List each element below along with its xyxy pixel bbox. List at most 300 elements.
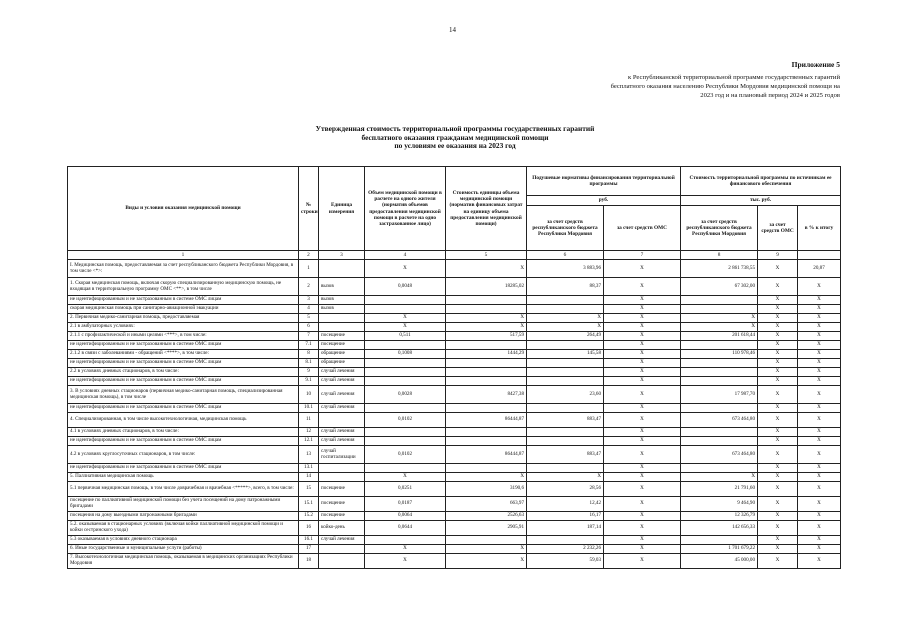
table-row (68, 473, 841, 482)
row-per-capita-budget: 88,37 (527, 278, 604, 296)
row-per-capita-budget (527, 341, 604, 350)
row-unit: случай лечения (319, 386, 365, 404)
row-number: 5 (299, 314, 319, 323)
table-row (68, 386, 841, 404)
row-per-capita-budget (527, 428, 604, 437)
row-name: 2.2 в условиях дневных стационаров, в том числе: (68, 368, 299, 377)
row-per-capita-budget: 28,56 (527, 482, 604, 497)
row-unit (319, 314, 365, 323)
row-total-budget: 1 701 679,22 (681, 545, 758, 554)
row-volume: 0,0102 (365, 413, 446, 428)
row-volume: 0,0187 (365, 497, 446, 512)
column-number: 4 (365, 251, 446, 260)
row-unit-cost: 517,59 (446, 332, 527, 341)
row-total-budget (681, 368, 758, 377)
document-title (290, 125, 620, 151)
row-unit-cost: 8427,38 (446, 386, 527, 404)
header-pc-oms: за счет средств ОМС (604, 206, 681, 251)
row-total-oms: X (758, 413, 798, 428)
row-total-budget: 673 464,80 (681, 446, 758, 464)
row-total-budget (681, 536, 758, 545)
row-total-oms: X (758, 473, 798, 482)
row-number: 15 (299, 482, 319, 497)
table-row (68, 536, 841, 545)
row-volume (365, 368, 446, 377)
row-unit: случай лечения (319, 377, 365, 386)
row-number: 15.1 (299, 497, 319, 512)
table-row (68, 554, 841, 569)
row-name: 1. Скорая медицинская помощь, включая скорую специализированную медицинскую помощь, не входящая в территориальную программу ОМС <**>, в том числе (68, 278, 299, 296)
row-percent: X (798, 554, 841, 569)
row-total-budget: 9 464,90 (681, 497, 758, 512)
row-volume (365, 305, 446, 314)
row-per-capita-budget: 12,42 (527, 497, 604, 512)
row-percent: X (798, 404, 841, 413)
table-row (68, 341, 841, 350)
row-unit-cost: X (446, 473, 527, 482)
row-percent: X (798, 437, 841, 446)
table-row (68, 305, 841, 314)
row-number: 12 (299, 428, 319, 437)
row-total-budget (681, 296, 758, 305)
row-per-capita-budget: 883,47 (527, 413, 604, 428)
table-row (68, 446, 841, 464)
row-name: 3. В условиях дневных стационаров (первичная медико-санитарная помощь, специализированная медицинская помощь), в том числе (68, 386, 299, 404)
row-volume: 0,1008 (365, 350, 446, 359)
row-per-capita-budget: X (527, 473, 604, 482)
row-percent: X (798, 296, 841, 305)
row-per-capita-budget: 883,47 (527, 446, 604, 464)
row-percent: X (798, 350, 841, 359)
row-per-capita-oms: X (604, 359, 681, 368)
row-unit: случай лечения (319, 437, 365, 446)
row-percent: X (798, 386, 841, 404)
row-percent: X (798, 428, 841, 437)
row-unit (319, 554, 365, 569)
row-per-capita-budget (527, 305, 604, 314)
row-total-budget (681, 341, 758, 350)
row-unit: вызов (319, 305, 365, 314)
row-percent: X (798, 482, 841, 497)
row-per-capita-budget (527, 437, 604, 446)
column-number: 8 (681, 251, 758, 260)
row-unit: обращение (319, 359, 365, 368)
row-unit-cost (446, 368, 527, 377)
row-name: 5.1 первичная медицинская помощь, в том числе доврачебная и врачебная <*****>, всего, в том числе: (68, 482, 299, 497)
table-body (68, 260, 841, 569)
row-total-oms: X (758, 296, 798, 305)
row-volume: X (365, 323, 446, 332)
row-total-budget: 142 656,33 (681, 521, 758, 536)
row-number: 18 (299, 554, 319, 569)
row-volume: X (365, 545, 446, 554)
row-total-oms: X (758, 404, 798, 413)
row-volume: 0,0048 (365, 278, 446, 296)
row-total-budget: X (681, 314, 758, 323)
appendix-text: к Республиканской территориальной программе государственных гарантий бесплатного оказания населению Республики Мордовия медицинской помощи на 2023 год и на плановый период 2024 и 2025 годов (610, 74, 840, 99)
row-percent: X (798, 278, 841, 296)
table-row (68, 404, 841, 413)
row-total-budget: 12 326,79 (681, 512, 758, 521)
row-name: не идентифицированным и не застрахованным в системе ОМС лицам (68, 377, 299, 386)
row-total-oms: X (758, 437, 798, 446)
header-per-capita-unit: руб. (527, 196, 681, 206)
row-unit-cost (446, 437, 527, 446)
row-name: 4. Специализированная, в том числе высокотехнологичная, медицинская помощь (68, 413, 299, 428)
row-number: 8.1 (299, 359, 319, 368)
column-number: 1 (68, 251, 299, 260)
row-number: 10.1 (299, 404, 319, 413)
row-per-capita-oms: X (604, 404, 681, 413)
row-per-capita-oms: X (604, 386, 681, 404)
row-total-oms: X (758, 386, 798, 404)
row-name: I. Медицинская помощь, предоставляемая за счет республиканского бюджета Республики Мордовия, в том числе <*>: (68, 260, 299, 278)
page-number: 14 (449, 26, 456, 34)
row-volume (365, 341, 446, 350)
row-unit: посещение (319, 332, 365, 341)
row-total-oms: X (758, 521, 798, 536)
row-per-capita-oms: X (604, 314, 681, 323)
row-total-oms: X (758, 512, 798, 521)
row-per-capita-oms: X (604, 497, 681, 512)
row-per-capita-oms: X (604, 512, 681, 521)
row-volume: 0,0644 (365, 521, 446, 536)
row-unit-cost (446, 464, 527, 473)
row-volume (365, 428, 446, 437)
table-row (68, 545, 841, 554)
row-number: 17 (299, 545, 319, 554)
table-row (68, 428, 841, 437)
row-total-oms: X (758, 359, 798, 368)
row-total-budget (681, 359, 758, 368)
row-unit (319, 473, 365, 482)
row-per-capita-oms: X (604, 296, 681, 305)
row-number: 16.1 (299, 536, 319, 545)
row-per-capita-budget: 3 883,96 (527, 260, 604, 278)
table-row (68, 359, 841, 368)
row-percent: X (798, 314, 841, 323)
document-title-line-3: по условиям ее оказания на 2023 год (394, 141, 516, 151)
row-per-capita-budget: 264,49 (527, 332, 604, 341)
row-percent: X (798, 512, 841, 521)
column-number: 5 (446, 251, 527, 260)
row-percent: X (798, 368, 841, 377)
row-name: не идентифицированным и не застрахованным в системе ОМС лицам (68, 359, 299, 368)
row-per-capita-budget: X (527, 314, 604, 323)
row-volume: 0,0028 (365, 386, 446, 404)
row-volume: 0,0251 (365, 482, 446, 497)
table-row (68, 296, 841, 305)
row-unit: посещение (319, 341, 365, 350)
row-unit-cost: X (446, 554, 527, 569)
row-unit: вызов (319, 296, 365, 305)
header-kinds: Виды и условия оказания медицинской помощи (68, 167, 299, 251)
row-percent: X (798, 497, 841, 512)
row-number: 15.2 (299, 512, 319, 521)
row-volume: 0,511 (365, 332, 446, 341)
row-per-capita-budget: 23,60 (527, 386, 604, 404)
row-per-capita-budget (527, 464, 604, 473)
row-name: не идентифицированным и не застрахованным в системе ОМС лицам (68, 437, 299, 446)
row-per-capita-oms: X (604, 428, 681, 437)
row-unit-cost: 1444,29 (446, 350, 527, 359)
row-unit: обращение (319, 350, 365, 359)
row-per-capita-oms: X (604, 305, 681, 314)
row-volume: X (365, 473, 446, 482)
header-cost-unit: тыс. руб. (681, 196, 841, 206)
column-number: 6 (527, 251, 604, 260)
header-tc-oms: за счет средств ОМС (758, 206, 798, 251)
row-name: скорая медицинская помощь при санитарно-авиационной эвакуации (68, 305, 299, 314)
row-unit-cost: 663,97 (446, 497, 527, 512)
header-volume: Объем медицинской помощи в расчете на одного жителя (норматив объемов предоставления медицинской помощи в расчете на одно застрахованное лицо) (365, 167, 446, 251)
row-total-oms: X (758, 464, 798, 473)
row-unit: случай лечения (319, 428, 365, 437)
row-total-oms: X (758, 323, 798, 332)
row-name: 2. Первичная медико-санитарная помощь, предоставляемая (68, 314, 299, 323)
row-total-oms: X (758, 341, 798, 350)
row-volume (365, 359, 446, 368)
column-number-row (68, 251, 841, 260)
row-total-oms: X (758, 545, 798, 554)
row-number: 14 (299, 473, 319, 482)
row-per-capita-oms: X (604, 545, 681, 554)
row-volume: 0,0064 (365, 512, 446, 521)
row-unit: случай госпитализации (319, 446, 365, 464)
row-per-capita-oms: X (604, 278, 681, 296)
column-number: 3 (319, 251, 365, 260)
row-per-capita-budget: 145,58 (527, 350, 604, 359)
row-total-oms: X (758, 482, 798, 497)
row-name: посещение по паллиативной медицинской помощи без учета посещений на дому патронажными бригадами (68, 497, 299, 512)
row-per-capita-oms: X (604, 350, 681, 359)
table-row (68, 323, 841, 332)
row-per-capita-oms: X (604, 554, 681, 569)
row-unit: случай лечения (319, 368, 365, 377)
row-unit-cost: 18285,02 (446, 278, 527, 296)
table-row (68, 260, 841, 278)
row-percent: X (798, 473, 841, 482)
row-volume (365, 464, 446, 473)
column-number: 7 (604, 251, 681, 260)
row-unit-cost: X (446, 545, 527, 554)
row-per-capita-oms: X (604, 536, 681, 545)
row-per-capita-oms: X (604, 323, 681, 332)
row-unit-cost (446, 296, 527, 305)
header-tc-budget: за счет средств республиканского бюджета Республики Мордовия (681, 206, 758, 251)
row-per-capita-budget: 187,14 (527, 521, 604, 536)
row-per-capita-oms: X (604, 482, 681, 497)
row-per-capita-oms: X (604, 341, 681, 350)
table-row (68, 278, 841, 296)
row-per-capita-budget: 2 232,26 (527, 545, 604, 554)
row-per-capita-oms: X (604, 473, 681, 482)
row-name: 2.1.1 с профилактической и иными целями <***>, в том числе: (68, 332, 299, 341)
row-per-capita-budget (527, 359, 604, 368)
row-number: 3 (299, 296, 319, 305)
cost-table (67, 166, 841, 569)
row-per-capita-oms: X (604, 413, 681, 428)
row-number: 10 (299, 386, 319, 404)
row-name: 6. Иные государственные и муниципальные услуги (работы) (68, 545, 299, 554)
row-total-oms: X (758, 314, 798, 323)
header-percent: в % к итогу (798, 206, 841, 251)
header-per-capita-group: Подушевые нормативы финансирования территориальной программы (527, 167, 681, 196)
row-unit: койко-день (319, 521, 365, 536)
row-unit: посещение (319, 497, 365, 512)
row-percent: X (798, 359, 841, 368)
column-number: 2 (299, 251, 319, 260)
row-per-capita-budget (527, 404, 604, 413)
row-per-capita-oms: X (604, 464, 681, 473)
row-per-capita-oms: X (604, 446, 681, 464)
row-total-budget: 45 000,00 (681, 554, 758, 569)
row-percent: X (798, 341, 841, 350)
table-row (68, 350, 841, 359)
row-total-oms: X (758, 350, 798, 359)
row-total-budget (681, 464, 758, 473)
row-volume: X (365, 314, 446, 323)
column-number-spacer (798, 251, 841, 260)
row-per-capita-budget: 16,17 (527, 512, 604, 521)
row-per-capita-oms: X (604, 260, 681, 278)
row-number: 13.1 (299, 464, 319, 473)
row-name: не идентифицированным и не застрахованным в системе ОМС лицам (68, 404, 299, 413)
header-cost-group: Стоимость территориальной программы по источникам ее финансового обеспечения (681, 167, 841, 196)
row-unit (319, 413, 365, 428)
row-per-capita-oms: X (604, 437, 681, 446)
row-unit-cost: 86444,87 (446, 413, 527, 428)
table-row (68, 521, 841, 536)
row-unit: посещение (319, 512, 365, 521)
row-total-budget: 17 987,70 (681, 386, 758, 404)
row-volume: X (365, 260, 446, 278)
row-total-oms: X (758, 332, 798, 341)
row-per-capita-budget (527, 296, 604, 305)
row-volume (365, 404, 446, 413)
row-name: 2.1.2 в связи с заболеваниями - обращений <****>, в том числе: (68, 350, 299, 359)
header-unit-cost: Стоимость единицы объема медицинской помощи (норматив финансовых затрат на единицу объема предоставления медицинской помощи) (446, 167, 527, 251)
document-title-line-1: Утвержденная стоимость территориальной программы государственных гарантий (315, 124, 595, 133)
row-unit (319, 545, 365, 554)
row-number: 7.1 (299, 341, 319, 350)
row-percent: X (798, 521, 841, 536)
row-total-oms: X (758, 428, 798, 437)
row-number: 4 (299, 305, 319, 314)
row-unit: случай лечения (319, 536, 365, 545)
row-number: 7 (299, 332, 319, 341)
row-name: 2.1 в амбулаторных условиях: (68, 323, 299, 332)
row-name: 4.2 в условиях круглосуточных стационаров, в том числе: (68, 446, 299, 464)
row-total-budget (681, 404, 758, 413)
table-row (68, 512, 841, 521)
row-unit (319, 260, 365, 278)
row-name: не идентифицированным и не застрахованным в системе ОМС лицам (68, 464, 299, 473)
row-percent: X (798, 446, 841, 464)
row-unit (319, 323, 365, 332)
row-total-budget: X (681, 473, 758, 482)
row-unit-cost: 2905,91 (446, 521, 527, 536)
row-unit: вызов (319, 278, 365, 296)
document-title-line-2: бесплатного оказания гражданам медицинской помощи (361, 132, 549, 142)
row-unit-cost (446, 377, 527, 386)
row-volume: 0,0102 (365, 446, 446, 464)
header-unit: Единица измерения (319, 167, 365, 251)
row-name: 7. Высокотехнологичная медицинская помощь, оказываемая в медицинских организациях Республики Мордовия (68, 554, 299, 569)
row-unit-cost: 2526,63 (446, 512, 527, 521)
row-number: 9.1 (299, 377, 319, 386)
row-total-budget: 21 791,60 (681, 482, 758, 497)
row-total-budget: 201 618,44 (681, 332, 758, 341)
table-row (68, 437, 841, 446)
table-row (68, 332, 841, 341)
header-row-no: № строки (299, 167, 319, 251)
table-row (68, 413, 841, 428)
row-per-capita-oms: X (604, 332, 681, 341)
table-row (68, 377, 841, 386)
row-total-oms: X (758, 278, 798, 296)
row-unit-cost (446, 536, 527, 545)
row-unit-cost (446, 359, 527, 368)
row-total-oms: X (758, 554, 798, 569)
row-number: 11 (299, 413, 319, 428)
row-total-oms: X (758, 305, 798, 314)
row-volume (365, 296, 446, 305)
row-percent: X (798, 323, 841, 332)
row-unit-cost (446, 428, 527, 437)
row-name: 5.2. оказываемая в стационарных условиях (включая койки паллиативной медицинской помощи и койки сестринского ухода) (68, 521, 299, 536)
row-volume (365, 536, 446, 545)
row-unit-cost (446, 404, 527, 413)
row-total-oms: X (758, 446, 798, 464)
row-per-capita-budget (527, 536, 604, 545)
row-total-budget: X (681, 323, 758, 332)
row-volume (365, 377, 446, 386)
row-unit-cost (446, 341, 527, 350)
row-number: 1 (299, 260, 319, 278)
row-percent: X (798, 305, 841, 314)
row-unit-cost: X (446, 260, 527, 278)
row-name: 5. Паллиативная медицинская помощь (68, 473, 299, 482)
row-total-budget: 673 464,80 (681, 413, 758, 428)
row-unit-cost: X (446, 323, 527, 332)
row-total-budget (681, 305, 758, 314)
table-row (68, 368, 841, 377)
row-name: 5.3 оказываемая в условиях дневного стационара (68, 536, 299, 545)
row-name: не идентифицированным и не застрахованным в системе ОМС лицам (68, 341, 299, 350)
row-number: 13 (299, 446, 319, 464)
row-total-oms: X (758, 377, 798, 386)
header-pc-budget: за счет средств республиканского бюджета Республики Мордовия (527, 206, 604, 251)
row-per-capita-budget (527, 377, 604, 386)
row-unit-cost: 3190,6 (446, 482, 527, 497)
row-percent: X (798, 377, 841, 386)
row-unit-cost: X (446, 314, 527, 323)
row-per-capita-budget: 59,03 (527, 554, 604, 569)
row-total-budget: 110 978,46 (681, 350, 758, 359)
row-unit: посещение (319, 482, 365, 497)
row-per-capita-budget (527, 368, 604, 377)
table-row (68, 482, 841, 497)
row-total-budget: 67 302,00 (681, 278, 758, 296)
row-volume: X (365, 554, 446, 569)
row-name: не идентифицированным и не застрахованным в системе ОМС лицам (68, 296, 299, 305)
row-total-budget: 2 861 738,55 (681, 260, 758, 278)
row-percent: X (798, 332, 841, 341)
row-per-capita-oms: X (604, 521, 681, 536)
row-percent: X (798, 536, 841, 545)
row-name: посещения на дому выездными патронажными бригадами (68, 512, 299, 521)
